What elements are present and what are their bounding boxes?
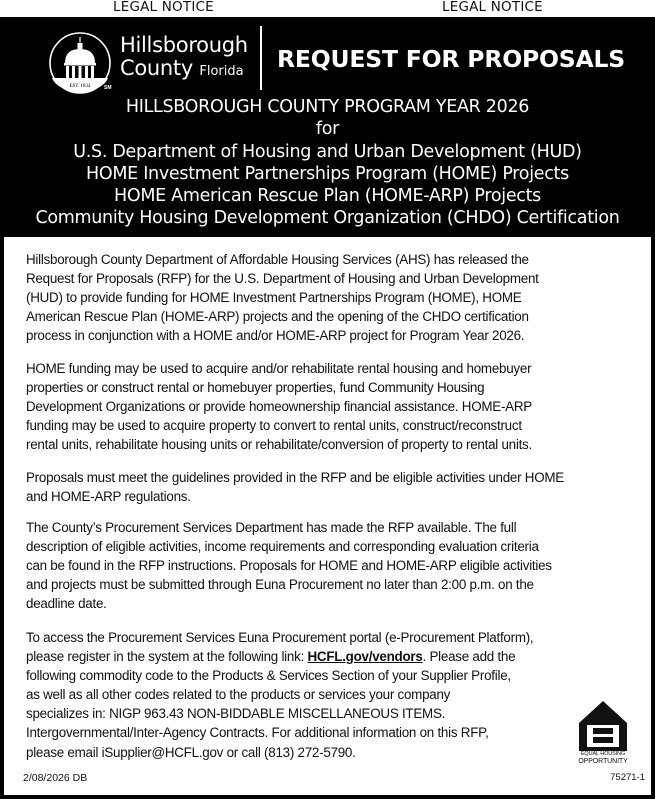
svg-text:EST. 1834: EST. 1834 (69, 84, 91, 89)
ad-id: 75271-1 (610, 772, 645, 783)
notice-body (4, 237, 651, 795)
legal-notice-left: LEGAL NOTICE (113, 0, 214, 15)
paragraph-release: Hillsborough County Department of Affordable Housing Services (AHS) has released the Request for Proposals (RFP) for the U.S. Department of Housing and Urban Development (HUD) to provide funding for HOME Investment Partnerships Program (HOME), HOME American Rescue Plan (HOME-ARP) projects and the opening of the CHDO certification process in conjunction with a HOME and/or HOME-ARP project for Program Year 2026. (26, 252, 539, 344)
program-subtitle (0, 96, 655, 230)
publication-date: 2/08/2026 DB (23, 772, 88, 784)
subtitle-line: HILLSBOROUGH COUNTY PROGRAM YEAR 2026 (125, 97, 530, 117)
subtitle-line: U.S. Department of Housing and Urban Development (HUD) (73, 141, 582, 162)
paragraph-access-portal: To access the Procurement Services Euna Procurement portal (e-Procurement Platform), please register in the system at the following link: HCFL.gov/vendors. Please add the following commodity code to the Products & Services Section of your Supplier Profile, as well as all other codes related to the products or services your company specializes in: NIGP 963.43 NON-BIDDABLE MISCELLANEOUS ITEMS. Intergovernmental/Inter-Agency Contracts. For additional information on this RFP, please email iSupplier@HCFL.gov or call (813) 272-5790. (26, 630, 534, 760)
paragraph-procurement: The County’s Procurement Services Department has made the RFP available. The full description of eligible activities, income requirements and corresponding evaluation criteria can be found in the RFP instructions. Proposals for HOME and HOME-ARP eligible activities and projects must be submitted through Euna Procurement no later than 2:00 p.m. on the deadline date. (26, 520, 552, 612)
county-seal-icon (48, 31, 112, 95)
paragraph-guidelines: Proposals must meet the guidelines provided in the RFP and be eligible activities under HOME and HOME-ARP regulations. (26, 470, 564, 505)
legal-notice-right: LEGAL NOTICE (442, 0, 543, 15)
service-mark: SM (104, 85, 112, 91)
page-title: REQUEST FOR PROPOSALS (277, 45, 626, 73)
legal-notice-header (0, 0, 655, 16)
brand-state: Florida (199, 64, 244, 79)
vendors-link[interactable]: HCFL.gov/vendors (307, 649, 423, 665)
subtitle-line: HOME Investment Partnerships Program (HOME) Projects (86, 163, 569, 184)
county-wordmark (120, 34, 248, 83)
notice-frame (0, 17, 655, 799)
header-divider (260, 26, 262, 90)
equal-housing-label: EQUAL HOUSING OPPORTUNITY (578, 751, 628, 765)
header-band (0, 17, 655, 89)
subtitle-line: for (315, 119, 340, 140)
paragraph-funding-uses: HOME funding may be used to acquire and/or rehabilitate rental housing and homebuyer properties or construct rental or homebuyer properties, fund Community Housing Development Organizations or provide homeownership financial assistance. HOME-ARP funding may be used to acquire property to convert to rental units, construct/reconstruct rental units, rehabilitate housing units or rehabilitate/conversion of property to rental units. (26, 361, 532, 453)
brand-name-line1: Hillsborough (120, 33, 248, 57)
subtitle-line: Community Housing Development Organization (CHDO) Certification (35, 208, 620, 229)
brand-name-line2: County Florida (120, 56, 244, 80)
subtitle-line: HOME American Rescue Plan (HOME-ARP) Projects (114, 186, 541, 207)
